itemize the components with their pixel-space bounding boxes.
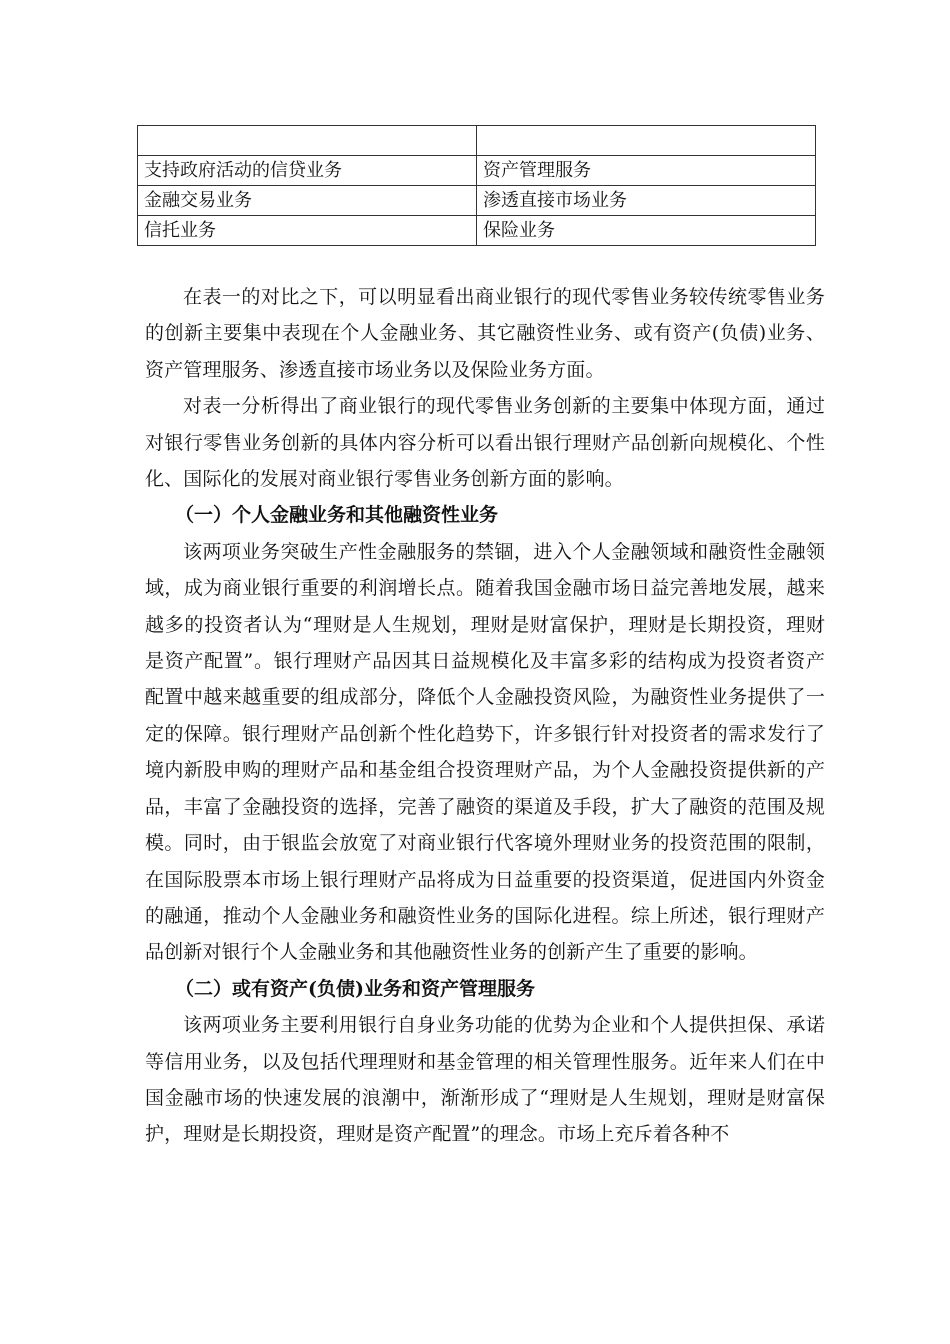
paragraph: 对表一分析得出了商业银行的现代零售业务创新的主要集中体现方面，通过对银行零售业务创新的具体内容分析可以看出银行理财产品创新向规模化、个性化、国际化的发展对商业银行零售业务创新方面的影响。 [145, 395, 825, 491]
table-cell: 资产管理服务 [477, 156, 816, 186]
table-cell: 信托业务 [138, 216, 477, 246]
body-text [145, 279, 825, 1153]
section-heading: （一）个人金融业务和其他融资性业务 [175, 504, 499, 527]
table-row [138, 156, 816, 186]
table-row [138, 216, 816, 246]
table-cell: 支持政府活动的信贷业务 [138, 156, 477, 186]
table-row [138, 186, 816, 216]
table-cell: 保险业务 [477, 216, 816, 246]
paragraph: 该两项业务突破生产性金融服务的禁锢，进入个人金融领域和融资性金融领域，成为商业银行重要的利润增长点。随着我国金融市场日益完善地发展，越来越多的投资者认为“理财是人生规划，理财是财富保护，理财是长期投资，理财是资产配置”。银行理财产品因其日益规模化及丰富多彩的结构成为投资者资产配置中越来越重要的组成部分，降低个人金融投资风险，为融资性业务提供了一定的保障。银行理财产品创新个性化趋势下，许多银行针对投资者的需求发行了境内新股申购的理财产品和基金组合投资理财产品，为个人金融投资提供新的产品，丰富了金融投资的选择，完善了融资的渠道及手段，扩大了融资的范围及规模。同时，由于银监会放宽了对商业银行代客境外理财业务的投资范围的限制，在国际股票本市场上银行理财产品将成为日益重要的投资渠道，促进国内外资金的融通，推动个人金融业务和融资性业务的国际化进程。综上所述，银行理财产品创新对银行个人金融业务和其他融资性业务的创新产生了重要的影响。 [145, 540, 825, 964]
paragraph: 在表一的对比之下，可以明显看出商业银行的现代零售业务较传统零售业务的创新主要集中表现在个人金融业务、其它融资性业务、或有资产(负债)业务、资产管理服务、渗透直接市场业务以及保险业务方面。 [145, 286, 825, 381]
table-cell [138, 126, 477, 156]
section-heading: （二）或有资产(负债)业务和资产管理服务 [175, 977, 535, 1000]
comparison-table [137, 125, 816, 246]
table-cell [477, 126, 816, 156]
table-cell: 金融交易业务 [138, 186, 477, 216]
table-row [138, 126, 816, 156]
table-cell: 渗透直接市场业务 [477, 186, 816, 216]
paragraph: 该两项业务主要利用银行自身业务功能的优势为企业和个人提供担保、承诺等信用业务，以及包括代理理财和基金管理的相关管理性服务。近年来人们在中国金融市场的快速发展的浪潮中，渐渐形成了“理财是人生规划，理财是财富保护，理财是长期投资，理财是资产配置”的理念。市场上充斥着各种不 [145, 1014, 825, 1146]
